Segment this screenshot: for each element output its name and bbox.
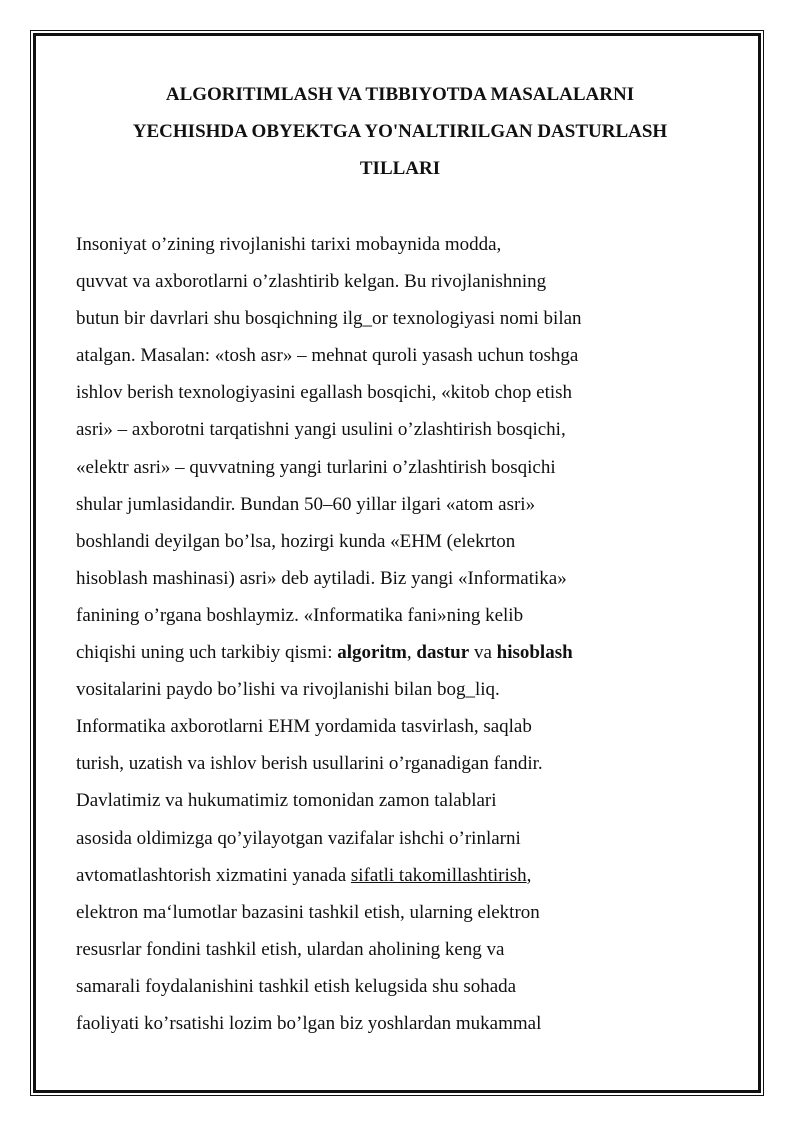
bold-term-hisoblash: hisoblash — [496, 642, 573, 664]
underlined-phrase: sifatli takomillashtirish — [350, 864, 527, 886]
paragraph-line-11: fanining o’rgana boshlaymiz. «Informatika fani»ning kelib — [76, 604, 524, 626]
paragraph-line-8: shular jumlasidandir. Bundan 50–60 yillar ilgari «atom asri» — [76, 493, 536, 515]
line-12-separator-1: , — [406, 642, 417, 664]
line-12-separator-2: va — [469, 642, 497, 664]
paragraph-line-4: atalgan. Masalan: «tosh asr» – mehnat quroli yasash uchun toshga — [76, 345, 579, 367]
paragraph-line-15: turish, uzatish va ishlov berish usullarini o’rganadigan fandir. — [76, 753, 543, 775]
paragraph-line-9: boshlandi deyilgan bo’lsa, hozirgi kunda «EHM (elekrton — [76, 530, 516, 552]
paragraph-line-21: samarali foydalanishini tashkil etish kelugsida shu sohada — [76, 975, 517, 997]
title-line-3: TILLARI — [359, 158, 441, 179]
document-title — [60, 76, 740, 187]
title-line-2: YECHISHDA OBYEKTGA YO'NALTIRILGAN DASTURLASH — [132, 121, 668, 142]
bold-term-dastur: dastur — [416, 642, 470, 664]
line-12-text: chiqishi uning uch tarkibiy qismi: — [76, 642, 338, 664]
paragraph-line-18 — [76, 857, 736, 894]
line-18-text: avtomatlashtorish xizmatini yanada — [76, 864, 351, 886]
paragraph-line-3: butun bir davrlari shu bosqichning ilg_or texnologiyasi nomi bilan — [76, 308, 582, 330]
paragraph-line-10: hisoblash mashinasi) asri» deb aytiladi. Biz yangi «Informatika» — [76, 567, 567, 589]
paragraph-line-14: Informatika axborotlarni EHM yordamida tasvirlash, saqlab — [76, 716, 532, 738]
paragraph-line-17: asosida oldimizga qo’yilayotgan vazifalar ishchi o’rinlarni — [76, 827, 521, 849]
paragraph-line-12 — [76, 634, 736, 671]
paragraph-line-22: faoliyati ko’rsatishi lozim bo’lgan biz yoshlardan mukammal — [76, 1012, 542, 1034]
paragraph-line-19: elektron ma‘lumotlar bazasini tashkil etish, ularning elektron — [76, 901, 540, 923]
paragraph-line-7: «elektr asri» – quvvatning yangi turlarini o’zlashtirish bosqichi — [76, 456, 556, 478]
bold-term-algoritm: algoritm — [337, 642, 407, 664]
paragraph-line-1: Insoniyat o’zining rivojlanishi tarixi mobaynida modda, — [76, 234, 502, 255]
paragraph-line-20: resusrlar fondini tashkil etish, ulardan aholining keng va — [76, 938, 505, 960]
title-line-1: ALGORITIMLASH VA TIBBIYOTDA MASALALARNI — [165, 84, 635, 105]
paragraph-line-2: quvvat va axborotlarni o’zlashtirib kelgan. Bu rivojlanishning — [76, 271, 547, 293]
paragraph-line-6: asri» – axborotni tarqatishni yangi usulini o’zlashtirish bosqichi, — [76, 419, 566, 441]
body-paragraph — [76, 226, 736, 1042]
paragraph-line-13: vositalarini paydo bo’lishi va rivojlanishi bilan bog_liq. — [76, 679, 500, 701]
paragraph-line-16: Davlatimiz va hukumatimiz tomonidan zamon talablari — [76, 790, 497, 812]
line-18-suffix: , — [526, 864, 532, 886]
paragraph-line-5: ishlov berish texnologiyasini egallash bosqichi, «kitob chop etish — [76, 382, 573, 404]
